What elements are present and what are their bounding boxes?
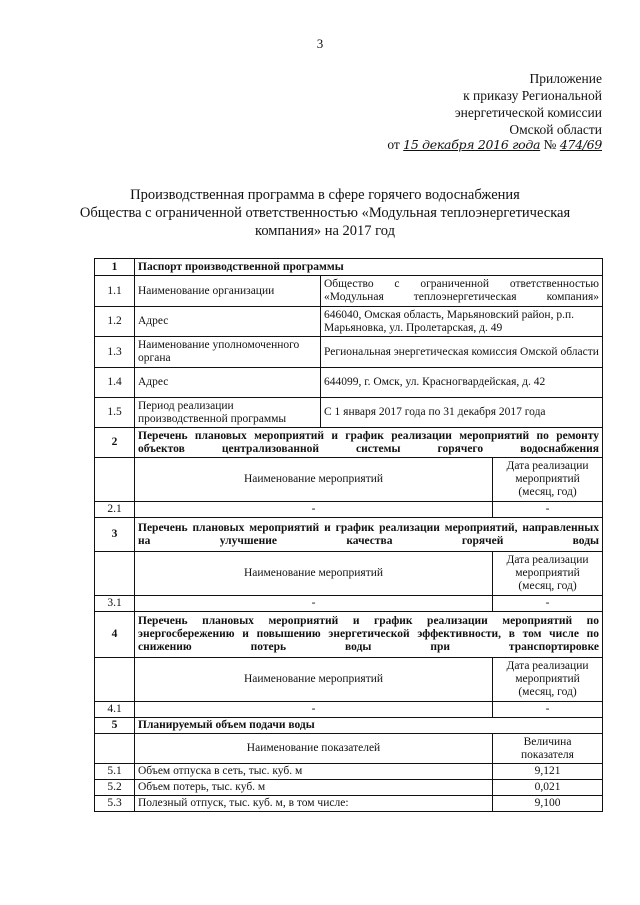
row-number: 4.1 [95,702,135,718]
section-header-row [95,612,603,658]
production-program-table [94,258,603,812]
table-row [95,796,603,812]
column-header-value: Величина показателя [493,734,603,764]
row-number: 5.1 [95,764,135,780]
column-header-date: Дата реализации мероприятий (месяц, год) [493,458,603,502]
row-value: Общество с ограниченной ответственностью «Модульная теплоэнергетическая компания» [321,276,603,307]
column-header-name: Наименование показателей [135,734,493,764]
page-number: 3 [316,36,324,51]
column-header-row [95,458,603,502]
row-value: 644099, г. Омск, ул. Красногвардейская, д. 42 [321,368,603,398]
appendix-block [455,70,602,138]
row-name: - [135,702,493,718]
row-name: - [135,596,493,612]
section-header-row [95,259,603,276]
row-value: 0,021 [493,780,603,796]
table-row [95,502,603,518]
row-label: Наименование уполномоченного органа [135,337,321,368]
section-heading: Перечень плановых мероприятий и график реализации мероприятий по ремонту объектов централизованной системы горячего водоснабжения [135,428,603,458]
section-header-row [95,428,603,458]
section-header-row [95,518,603,552]
row-number: 5.3 [95,796,135,812]
row-number: 2.1 [95,502,135,518]
row-value: 9,100 [493,796,603,812]
column-header-name: Наименование мероприятий [135,552,493,596]
row-name: - [135,502,493,518]
column-header-date: Дата реализации мероприятий (месяц, год) [493,658,603,702]
column-header-row [95,734,603,764]
row-label: Период реализации производственной программы [135,398,321,428]
title-line: компания» на 2017 год [255,223,395,239]
section-heading: Паспорт производственной программы [135,259,603,276]
table-row [95,307,603,337]
appendix-line: Приложение [529,71,602,86]
table-row [95,780,603,796]
appendix-line: Омской области [509,122,602,137]
row-date: - [493,596,603,612]
order-number-label: № [543,137,557,152]
row-number: 1.5 [95,398,135,428]
document-title [60,186,590,240]
column-header-name: Наименование мероприятий [135,458,493,502]
appendix-line: энергетической комиссии [454,105,602,120]
table-row [95,276,603,307]
section-number: 2 [95,428,135,458]
row-name: Объем потерь, тыс. куб. м [135,780,493,796]
section-heading: Планируемый объем подачи воды [135,718,603,734]
section-number: 5 [95,718,135,734]
row-number: 1.1 [95,276,135,307]
order-number-handwritten: 474/69 [559,137,602,152]
table-row [95,596,603,612]
order-reference [387,137,602,153]
table-row [95,337,603,368]
section-heading: Перечень плановых мероприятий и график реализации мероприятий по энергосбережению и повышению энергетической эффективности, в том числе по снижению потерь воды при транспортировке [135,612,603,658]
row-number: 5.2 [95,780,135,796]
row-number: 3.1 [95,596,135,612]
row-value: Региональная энергетическая комиссия Омской области [321,337,603,368]
title-line: Производственная программа в сфере горячего водоснабжения [130,187,520,203]
column-header-row [95,552,603,596]
row-name: Объем отпуска в сеть, тыс. куб. м [135,764,493,780]
row-value: 646040, Омская область, Марьяновский район, р.п. Марьяновка, ул. Пролетарская, д. 49 [321,307,603,337]
row-label: Наименование организации [135,276,321,307]
order-prefix: от [387,137,400,152]
table-row [95,764,603,780]
appendix-line: к приказу Региональной [463,88,602,103]
section-header-row [95,718,603,734]
row-label: Адрес [135,307,321,337]
row-name: Полезный отпуск, тыс. куб. м, в том числе: [135,796,493,812]
row-label: Адрес [135,368,321,398]
section-heading: Перечень плановых мероприятий и график реализации мероприятий, направленных на улучшение качества горячей воды [135,518,603,552]
row-number: 1.2 [95,307,135,337]
row-date: - [493,502,603,518]
column-header-name: Наименование мероприятий [135,658,493,702]
column-header-row [95,658,603,702]
table-row [95,702,603,718]
order-date-handwritten: 15 декабря 2016 года [403,137,541,152]
row-value: С 1 января 2017 года по 31 декабря 2017 года [321,398,603,428]
column-header-date: Дата реализации мероприятий (месяц, год) [493,552,603,596]
table-row [95,368,603,398]
section-number: 4 [95,612,135,658]
row-date: - [493,702,603,718]
title-line: Общества с ограниченной ответственностью «Модульная теплоэнергетическая [79,205,571,221]
section-number: 3 [95,518,135,552]
table-row [95,398,603,428]
row-number: 1.3 [95,337,135,368]
row-value: 9,121 [493,764,603,780]
row-number: 1.4 [95,368,135,398]
section-number: 1 [95,259,135,276]
